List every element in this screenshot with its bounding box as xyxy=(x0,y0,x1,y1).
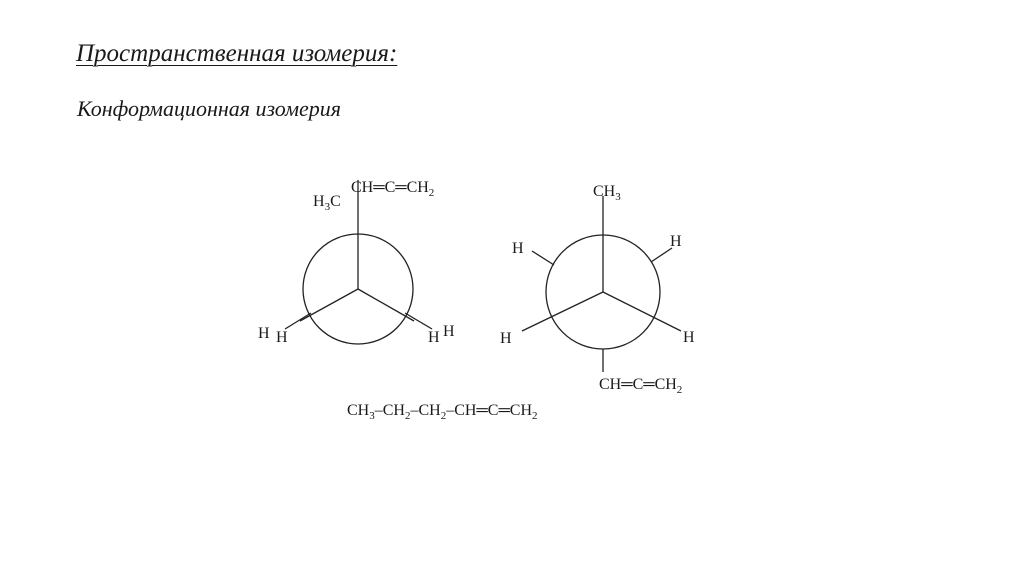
page-subtitle: Конформационная изомерия xyxy=(77,96,341,121)
left-lower-right-h-front: H xyxy=(428,329,440,346)
right-top-methyl-label: $CH_3$ xyxy=(593,183,621,203)
left-lower-left-h-front: H xyxy=(276,329,288,346)
left-methyl-label: $H_3C$ xyxy=(313,193,341,213)
page-title: Пространственная изомерия: xyxy=(76,40,398,67)
right-upper-left-h: H xyxy=(512,240,524,257)
left-top-substituent-label: $CH═C═CH_2$ xyxy=(351,179,435,199)
left-lower-right-h-rear: H xyxy=(443,323,455,340)
right-upper-right-h: H xyxy=(670,233,682,250)
left-rear-bond-lower-left xyxy=(285,313,311,329)
condensed-formula: $CH_3-CH_2-CH_2-CH═C═CH_2$ xyxy=(347,402,538,422)
left-lower-left-h-rear: H xyxy=(258,325,270,342)
right-lower-right-h: H xyxy=(683,329,695,346)
right-rear-bond-upper-right xyxy=(651,248,672,262)
right-lower-left-h: H xyxy=(500,330,512,347)
left-rear-bond-lower-right xyxy=(405,313,432,329)
right-rear-bond-upper-left xyxy=(532,251,554,265)
left-front-bond-lower-left xyxy=(300,289,358,321)
right-front-bond-lower-left xyxy=(522,292,603,331)
left-front-bond-lower-right xyxy=(358,289,414,321)
right-front-bond-lower-right xyxy=(603,292,681,331)
right-bottom-substituent-label: $CH═C═CH_2$ xyxy=(599,376,683,396)
